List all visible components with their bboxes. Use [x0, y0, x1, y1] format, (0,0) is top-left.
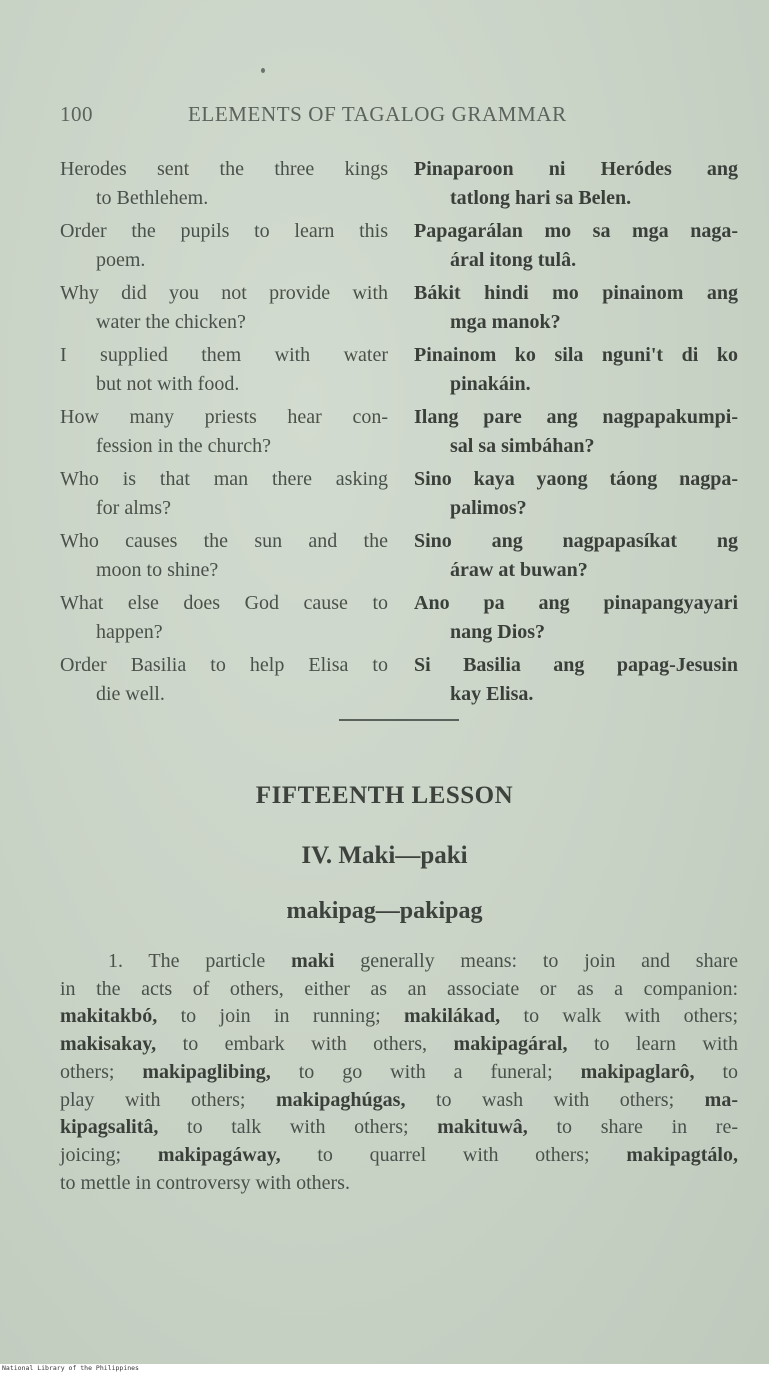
- tagalog-sentence: Ano pa ang pinapangyayari nang Dios?: [414, 592, 738, 643]
- running-header: [60, 102, 739, 130]
- tagalog-sentence: Papagarálan mo sa mga naga- áral itong tulâ.: [414, 220, 738, 271]
- english-sentence: What else does God cause to happen?: [60, 592, 388, 643]
- scan-credit: National Library of the Philippines: [2, 1364, 139, 1372]
- tagalog-sentence: Ilang pare ang nagpapakumpi- sal sa simbáhan?: [414, 406, 738, 457]
- translation-pair: [0, 155, 769, 213]
- translation-pair: [0, 589, 769, 647]
- tagalog-sentence: Pinainom ko sila nguni't di ko pinakáin.: [414, 344, 738, 395]
- translation-pair: [0, 217, 769, 275]
- paragraph-line: makisakay, to embark with others, makipagáral, to learn with: [60, 1033, 738, 1056]
- tagalog-sentence: Pinaparoon ni Heródes ang tatlong hari sa Belen.: [414, 158, 738, 209]
- tagalog-sentence: Bákit hindi mo pinainom ang mga manok?: [414, 282, 738, 333]
- paragraph-line: makitakbó, to join in running; makilákad, to walk with others;: [60, 1005, 738, 1028]
- translation-pair: [0, 465, 769, 523]
- paragraph-line: 1. The particle maki generally means: to join and share: [108, 950, 738, 972]
- english-sentence: Herodes sent the three kings to Bethlehem.: [60, 158, 388, 209]
- paragraph-line: joicing; makipagáway, to quarrel with others; makipagtálo,: [60, 1143, 738, 1166]
- tagalog-sentence: Sino kaya yaong táong nagpa- palimos?: [414, 468, 738, 519]
- lesson-subtitle: IV. Maki—paki: [301, 842, 468, 869]
- translation-pair: [0, 279, 769, 337]
- english-sentence: Why did you not provide with water the chicken?: [60, 282, 388, 333]
- lesson-title: FIFTEENTH LESSON: [255, 782, 514, 809]
- section-divider: [339, 719, 459, 721]
- lesson-subtitle-secondary: makipag—pakipag: [286, 898, 483, 924]
- lesson-paragraph: [60, 948, 738, 1197]
- english-sentence: Who is that man there asking for alms?: [60, 468, 388, 519]
- tagalog-sentence: Sino ang nagpapasíkat ng áraw at buwan?: [414, 530, 738, 581]
- translation-pair: [0, 403, 769, 461]
- paragraph-line: others; makipaglibing, to go with a funeral; makipaglarô, to: [60, 1060, 738, 1083]
- paragraph-line: kipagsalitâ, to talk with others; makituwâ, to share in re-: [60, 1116, 738, 1139]
- translation-pair: [0, 341, 769, 399]
- english-sentence: How many priests hear con- fession in the church?: [60, 406, 388, 457]
- paragraph-line: in the acts of others, either as an associate or as a companion:: [60, 977, 738, 1000]
- paragraph-line: play with others; makipaghúgas, to wash with others; ma-: [60, 1088, 738, 1111]
- english-sentence: Order Basilia to help Elisa to die well.: [60, 654, 388, 705]
- english-sentence: Who causes the sun and the moon to shine?: [60, 530, 388, 581]
- english-sentence: Order the pupils to learn this poem.: [60, 220, 388, 271]
- translation-pair: [0, 527, 769, 585]
- print-speck: [261, 68, 265, 73]
- tagalog-sentence: Si Basilia ang papag-Jesusin kay Elisa.: [414, 654, 738, 705]
- running-title: ELEMENTS OF TAGALOG GRAMMAR: [188, 102, 567, 126]
- english-sentence: I supplied them with water but not with food.: [60, 344, 388, 395]
- paragraph-line: to mettle in controversy with others.: [60, 1171, 350, 1194]
- translation-pair: [0, 651, 769, 709]
- page-number: 100: [60, 102, 93, 126]
- translation-pairs: [0, 155, 769, 713]
